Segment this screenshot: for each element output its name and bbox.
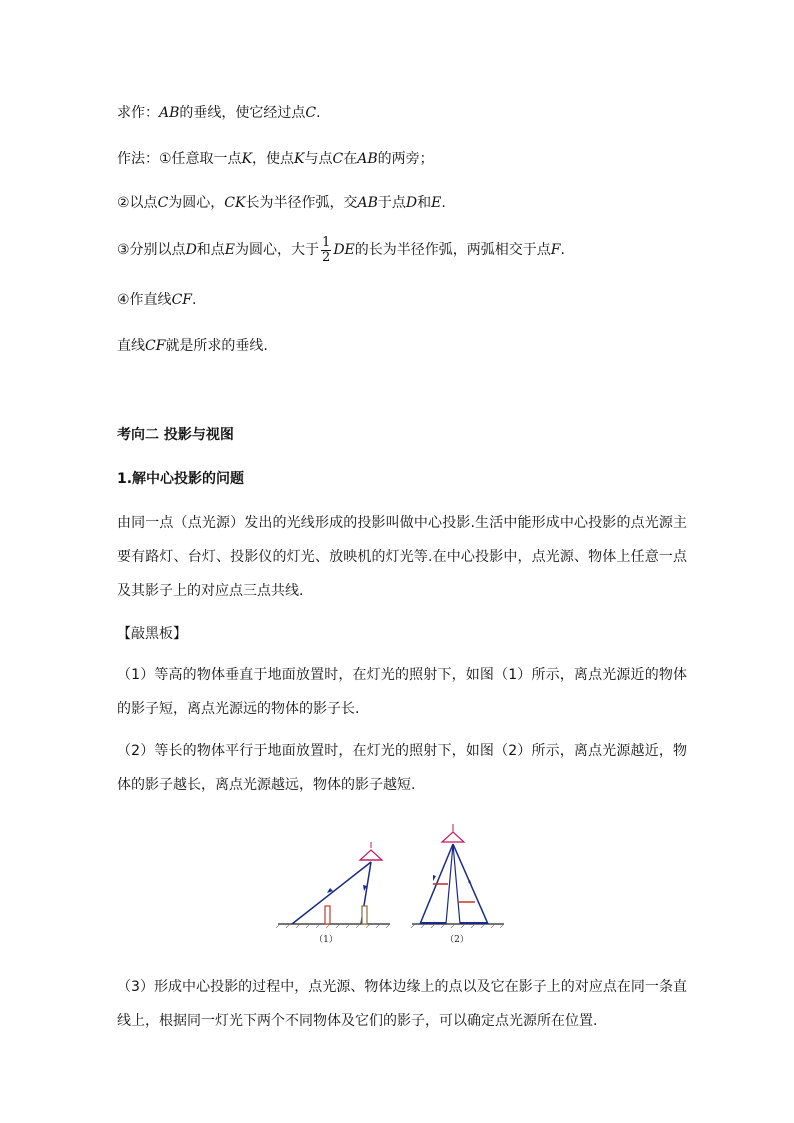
projection-figures — [270, 820, 530, 950]
object-near-1 — [362, 906, 367, 924]
construction-conclusion: 直线CF就是所求的垂线. — [117, 338, 268, 354]
method-step-4: ④作直线CF. — [117, 292, 197, 308]
section-title: 考向二 投影与视图 — [117, 427, 234, 443]
figure-caption-1: （1） — [314, 935, 338, 945]
task-line: 求作：AB的垂线，使它经过点C. — [117, 105, 321, 121]
arrow-icon — [433, 875, 436, 881]
lamp-icon-1 — [360, 850, 382, 860]
point-1-paragraph: （1）等高的物体垂直于地面放置时，在灯光的照射下，如图（1）所示，离点光源近的物体的影子短，离点光源远的物体的影子长. — [117, 667, 687, 717]
method-step-1: 作法：①任意取一点K，使点K与点C在AB的两旁； — [117, 151, 434, 167]
point-3-paragraph: （3）形成中心投影的过程中，点光源、物体边缘上的点以及它在影子上的对应点在同一条直线上，根据同一灯光下两个不同物体及它们的影子，可以确定点光源所在位置. — [117, 979, 687, 1029]
method-step-3: ③分别以点D和点E为圆心，大于 $\frac{1}{2}$ DE的长为半径作弧，两弧相交于点F. — [117, 234, 565, 265]
object-far-1 — [325, 906, 330, 924]
figure-caption-2: （2） — [445, 935, 469, 945]
lamp-icon-2 — [442, 832, 464, 842]
light-ray-far-1 — [292, 862, 371, 924]
fraction-one-half: $\frac{1}{2}$ — [322, 234, 331, 265]
intro-paragraph: 由同一点（点光源）发出的光线形成的投影叫做中心投影.生活中能形成中心投影的点光源主要有路灯、台灯、投影仪的灯光、放映机的灯光等.在中心投影中，点光源、物体上任意一点及其影子上的对应点三点共线. — [117, 515, 687, 599]
method-step-2: ②以点C为圆心，CK长为半径作弧，交AB于点D和E. — [117, 195, 446, 211]
figure-2-equal-length-objects — [411, 824, 504, 928]
section-subtitle: 1.解中心投影的问题 — [117, 471, 245, 487]
point-2-paragraph: （2）等长的物体平行于地面放置时，在灯光的照射下，如图（2）所示，离点光源越近，物体的影子越长，离点光源越远，物体的影子越短. — [117, 743, 687, 793]
board-label: 【敲黑板】 — [117, 626, 187, 642]
figure-1-equal-height-objects — [276, 842, 390, 928]
